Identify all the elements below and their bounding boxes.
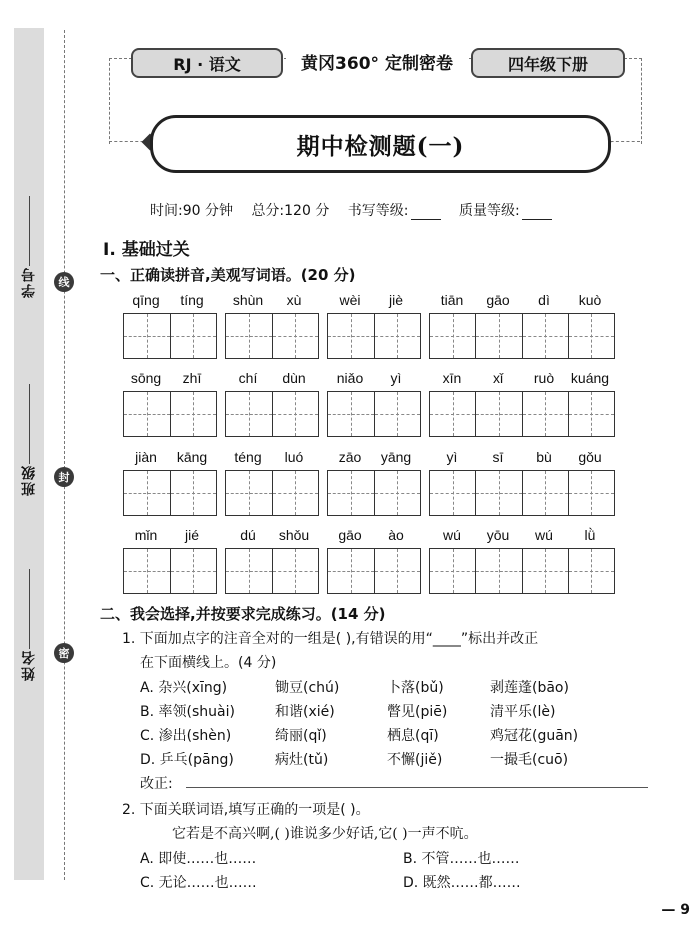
- question-2-1-text: 1. 下面加点字的注音全对的一组是( ),有错误的用“____”标出并改正: [122, 631, 539, 647]
- question-2-1-text-cont: 在下面横线上。(4 分): [140, 655, 277, 671]
- pinyin-syllable: shùn: [232, 292, 264, 308]
- pinyin-syllable: dùn: [282, 370, 306, 386]
- pinyin-syllable: bù: [536, 449, 552, 465]
- option-d-1: D. 乒乓(pāng): [140, 752, 234, 768]
- option-a-4: 剥莲蓬(bāo): [490, 680, 569, 696]
- option-a-2: 锄豆(chú): [275, 680, 340, 696]
- correction-label: 改正:: [140, 776, 173, 792]
- seal-mark-secret: 密: [54, 643, 74, 663]
- option-c-2: 绮丽(qǐ): [275, 728, 327, 744]
- seal-mark-line: 线: [54, 272, 74, 292]
- class-label: 班级: [21, 464, 37, 496]
- option-d-3: 不懈(jiě): [387, 752, 443, 768]
- q2-2-option-a: A. 即使……也……: [140, 851, 257, 867]
- pinyin-row: [123, 370, 615, 390]
- name-line: [29, 569, 30, 649]
- pinyin-row: [123, 449, 615, 469]
- pinyin-syllable: kuáng: [570, 370, 610, 386]
- word-box[interactable]: [123, 391, 217, 437]
- pinyin-syllable: xù: [286, 292, 302, 308]
- pinyin-syllable: dú: [240, 527, 256, 543]
- brand-title: 黄冈360° 定制密卷: [286, 49, 468, 74]
- seal-mark-seal: 封: [54, 467, 74, 487]
- seal-dashed-line: [64, 30, 65, 880]
- word-box[interactable]: [429, 391, 615, 437]
- pinyin-syllable: luó: [284, 449, 304, 465]
- time-info: 时间:90 分钟: [150, 203, 233, 219]
- pinyin-syllable: sī: [492, 449, 504, 465]
- class-line: [29, 384, 30, 464]
- pinyin-syllable: zhī: [182, 370, 202, 386]
- pinyin-syllable: sōng: [130, 370, 162, 386]
- option-d-4: 一撮毛(cuō): [490, 752, 569, 768]
- writing-grade-label: 书写等级:: [347, 203, 409, 219]
- pinyin-syllable: kāng: [176, 449, 208, 465]
- pinyin-syllable: tiān: [440, 292, 464, 308]
- question-2-2-sentence: 它若是不高兴啊,( )谁说多少好话,它( )一声不吭。: [172, 826, 478, 842]
- pinyin-syllable: tíng: [180, 292, 204, 308]
- option-c-3: 栖息(qī): [387, 728, 439, 744]
- pinyin-syllable: kuò: [578, 292, 602, 308]
- word-box[interactable]: [225, 313, 319, 359]
- word-box[interactable]: [327, 548, 421, 594]
- option-b-3: 瞥见(piē): [387, 704, 448, 720]
- pinyin-syllable: ruò: [533, 370, 555, 386]
- pinyin-syllable: wèi: [339, 292, 361, 308]
- word-box[interactable]: [429, 313, 615, 359]
- pinyin-row: [123, 292, 615, 312]
- pinyin-syllable: yì: [390, 370, 402, 386]
- pinyin-syllable: yāng: [380, 449, 412, 465]
- pinyin-syllable: shǒu: [278, 527, 310, 543]
- pinyin-syllable: wú: [535, 527, 553, 543]
- pinyin-syllable: jié: [184, 527, 199, 543]
- pinyin-syllable: xǐ: [492, 370, 504, 386]
- student-id-field: [14, 192, 44, 298]
- class-field: [14, 380, 44, 496]
- question-2-2-text: 2. 下面关联词语,填写正确的一项是( )。: [122, 802, 370, 818]
- name-label: 姓名: [21, 649, 37, 681]
- pinyin-syllable: téng: [234, 449, 262, 465]
- student-id-label: 学号: [21, 266, 37, 298]
- word-box[interactable]: [123, 313, 217, 359]
- pinyin-syllable: mǐn: [134, 527, 158, 543]
- pinyin-syllable: gāo: [486, 292, 510, 308]
- pinyin-syllable: dì: [538, 292, 550, 308]
- word-box[interactable]: [123, 548, 217, 594]
- q2-2-option-d: D. 既然……都……: [403, 875, 521, 891]
- pinyin-syllable: yì: [446, 449, 458, 465]
- page-number: — 9: [661, 902, 690, 918]
- word-box[interactable]: [225, 548, 319, 594]
- option-c-4: 鸡冠花(guān): [490, 728, 579, 744]
- word-box[interactable]: [429, 470, 615, 516]
- correction-answer-line[interactable]: [186, 787, 648, 788]
- writing-grade-blank[interactable]: [411, 205, 441, 220]
- pinyin-syllable: niǎo: [336, 370, 364, 386]
- pinyin-syllable: qīng: [132, 292, 160, 308]
- question-1-title: 一、正确读拼音,美观写词语。(20 分): [100, 266, 356, 284]
- total-score-info: 总分:120 分: [251, 203, 330, 219]
- exam-meta: [150, 200, 566, 220]
- q2-2-option-b: B. 不管……也……: [403, 851, 520, 867]
- student-id-line: [29, 196, 30, 266]
- option-b-2: 和谐(xié): [275, 704, 335, 720]
- quality-grade-blank[interactable]: [522, 205, 552, 220]
- name-field: [14, 565, 44, 681]
- section-title: Ⅰ. 基础过关: [103, 240, 190, 260]
- exam-title: 期中检测题(一): [150, 115, 611, 173]
- pinyin-syllable: chí: [238, 370, 258, 386]
- pinyin-syllable: zāo: [338, 449, 362, 465]
- word-box[interactable]: [327, 313, 421, 359]
- option-c-1: C. 渗出(shèn): [140, 728, 232, 744]
- question-2-title: 二、我会选择,并按要求完成练习。(14 分): [100, 605, 386, 623]
- pinyin-syllable: xīn: [442, 370, 462, 386]
- pinyin-syllable: jiàn: [135, 449, 157, 465]
- option-a-3: 卜落(bǔ): [387, 680, 444, 696]
- pinyin-row: [123, 527, 615, 547]
- option-a-1: A. 杂兴(xīng): [140, 680, 228, 696]
- subject-pill: RJ · 语文: [131, 48, 283, 78]
- word-box[interactable]: [327, 391, 421, 437]
- option-b-4: 清平乐(lè): [490, 704, 556, 720]
- word-box[interactable]: [429, 548, 615, 594]
- pinyin-syllable: gāo: [338, 527, 362, 543]
- pinyin-syllable: gǒu: [578, 449, 602, 465]
- grade-pill: 四年级下册: [471, 48, 625, 78]
- pinyin-syllable: wú: [443, 527, 461, 543]
- option-b-1: B. 率领(shuài): [140, 704, 235, 720]
- word-box[interactable]: [123, 470, 217, 516]
- word-box[interactable]: [327, 470, 421, 516]
- q2-2-option-c: C. 无论……也……: [140, 875, 257, 891]
- quality-grade-label: 质量等级:: [458, 203, 520, 219]
- pinyin-syllable: yōu: [486, 527, 510, 543]
- option-d-2: 病灶(tǔ): [275, 752, 329, 768]
- pinyin-syllable: lǜ: [584, 527, 596, 543]
- word-box[interactable]: [225, 470, 319, 516]
- pinyin-syllable: ào: [388, 527, 404, 543]
- pinyin-syllable: jiè: [388, 292, 403, 308]
- word-box[interactable]: [225, 391, 319, 437]
